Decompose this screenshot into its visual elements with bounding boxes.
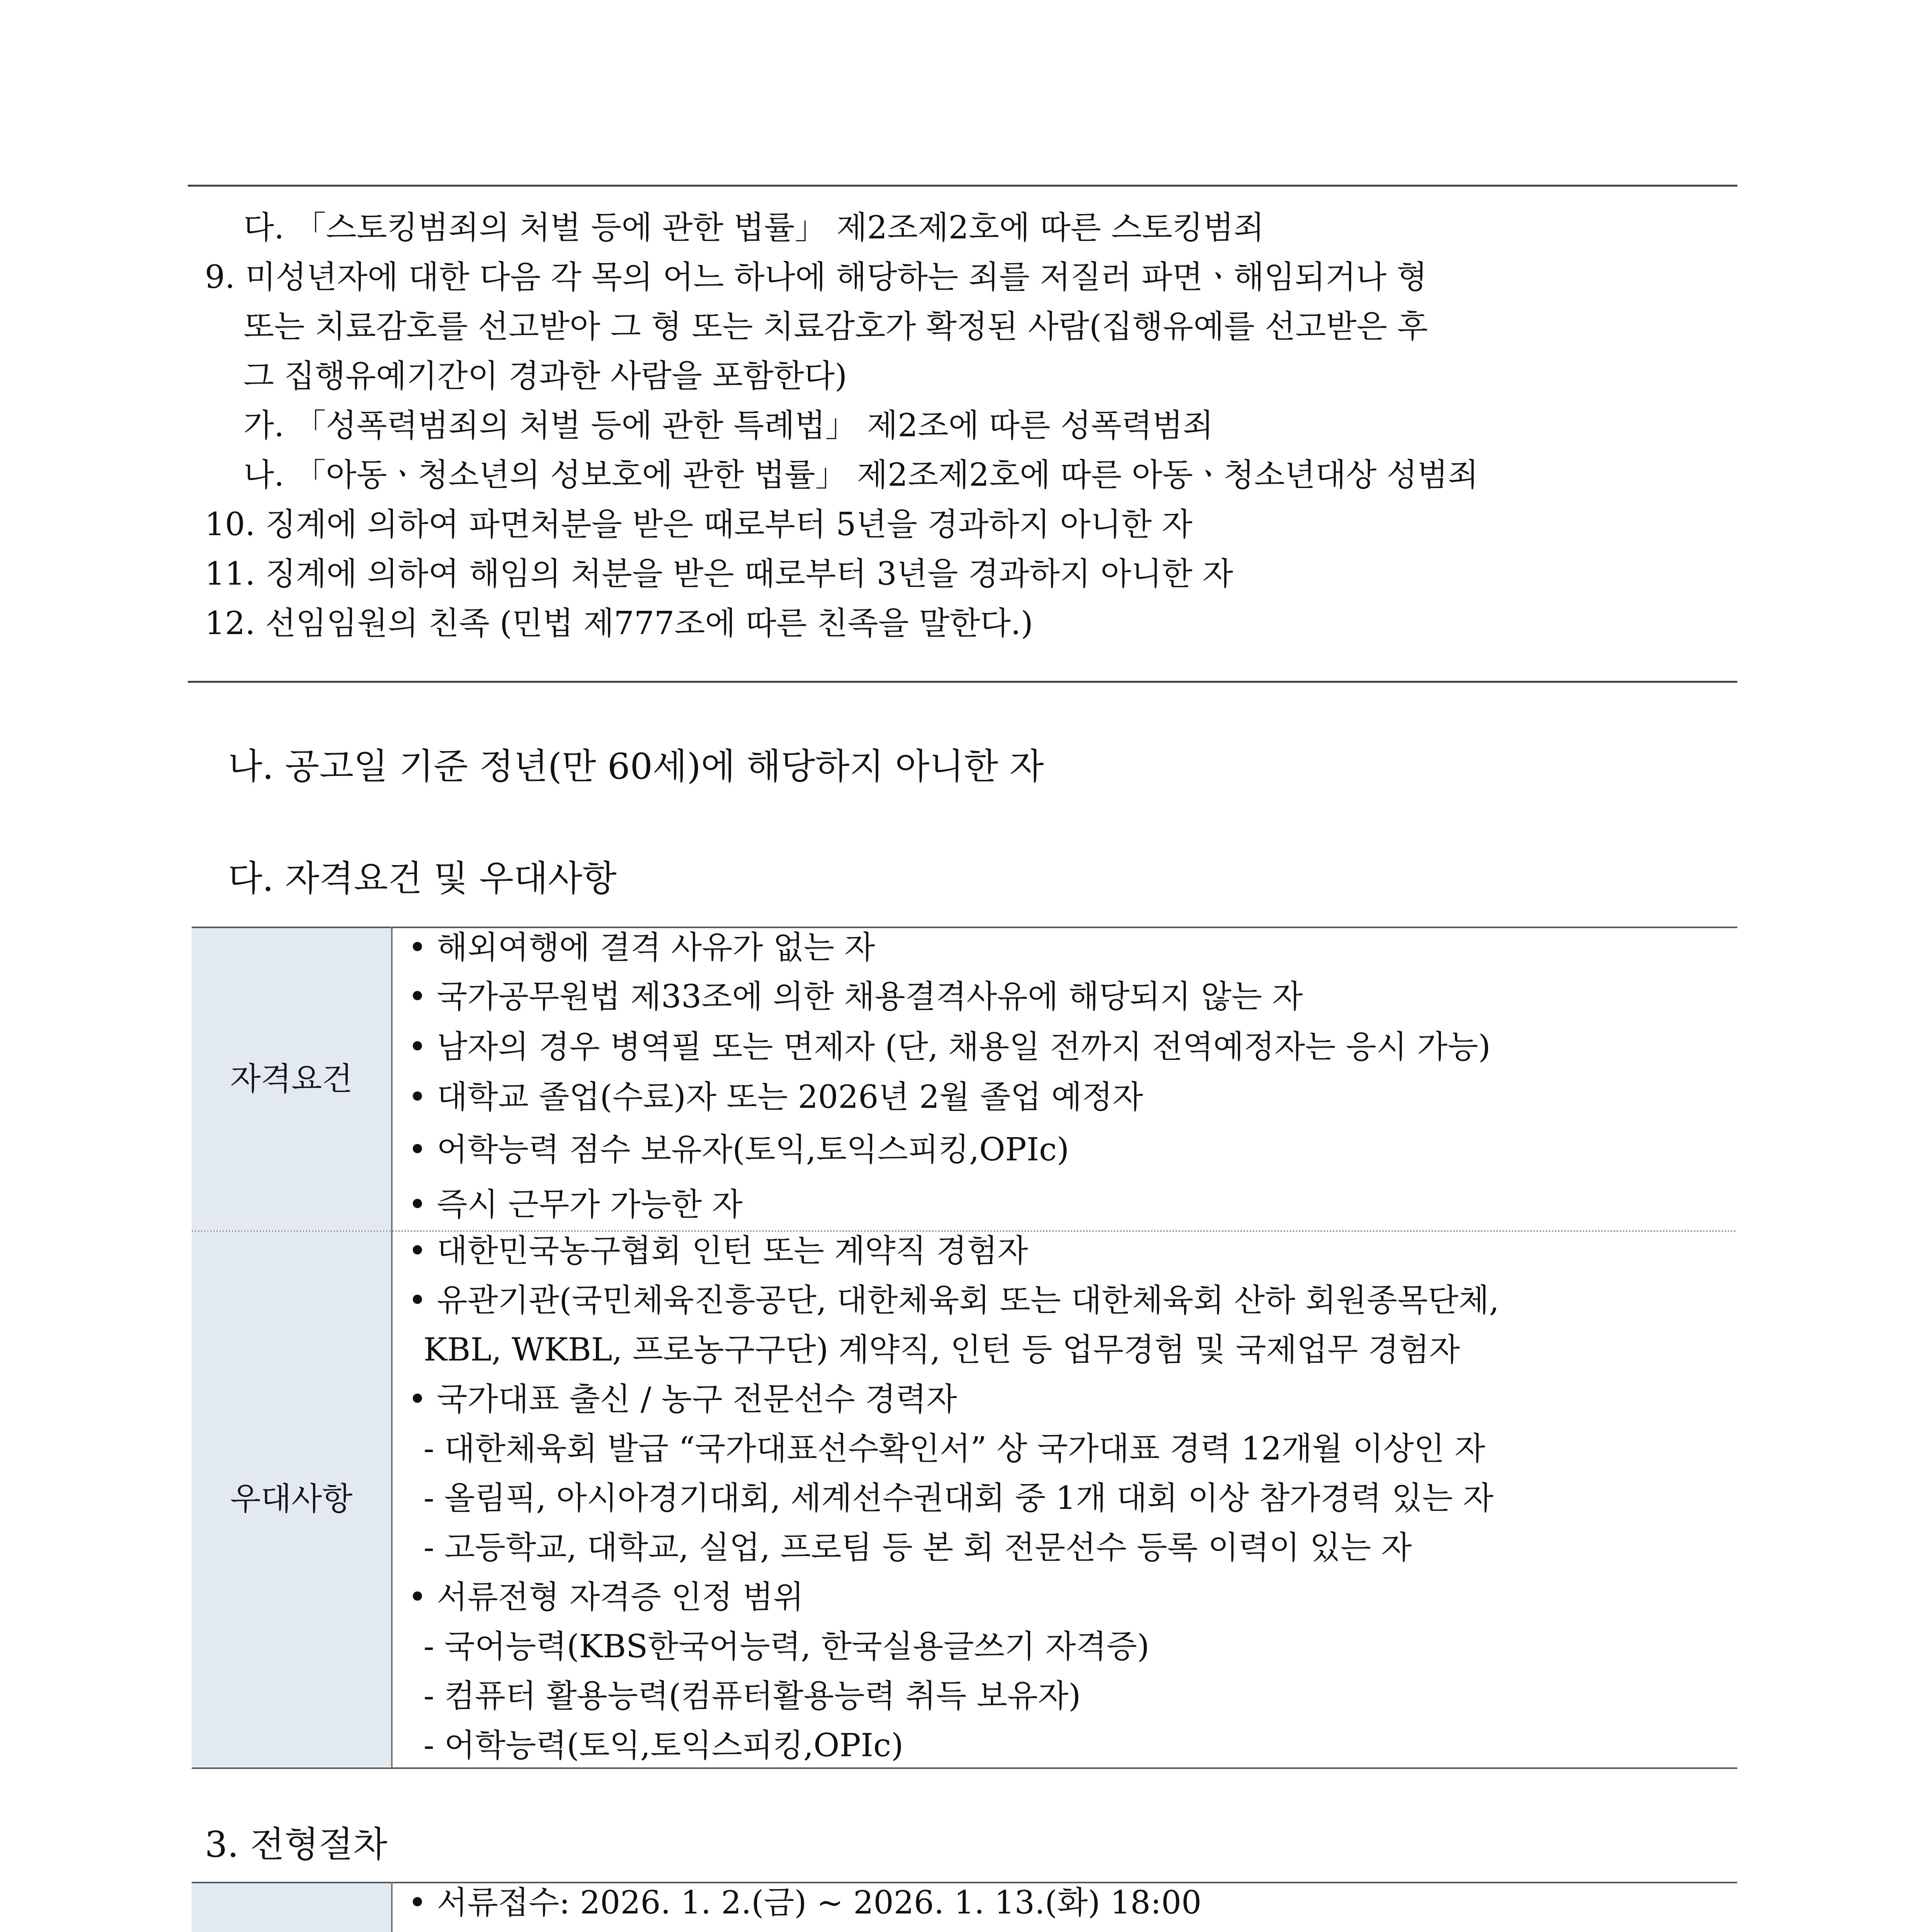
screening-item: • 서류접수: 2026. 1. 2.(금) ~ 2026. 1. 13.(화) 18:00 (408, 1884, 1202, 1921)
requirements-header: 자격요건 (192, 928, 391, 1230)
requirement-item: • 대학교 졸업(수료)자 또는 2026년 2월 졸업 예정자 (408, 1079, 1143, 1116)
list-item: 그 집행유예기간이 경과한 사람을 포함한다) (243, 358, 847, 395)
preference-item: • 국가대표 출신 / 농구 전문선수 경력자 (408, 1381, 957, 1418)
document-screening-header (192, 1883, 391, 1932)
list-item: 9. 미성년자에 대한 다음 각 목의 어느 하나에 해당하는 죄를 저질러 파면ㆍ해임되거나 형 (205, 259, 1427, 296)
top-divider (188, 185, 1737, 187)
section-heading-qualifications: 다. 자격요건 및 우대사항 (228, 858, 617, 899)
preference-item: KBL, WKBL, 프로농구구단) 계약직, 인턴 등 업무경험 및 국제업무 경험자 (424, 1332, 1460, 1368)
preference-item: - 대한체육회 발급 “국가대표선수확인서” 상 국가대표 경력 12개월 이상인 자 (424, 1430, 1485, 1467)
qualification-table (192, 927, 1737, 1769)
requirement-item: • 국가공무원법 제33조에 의한 채용결격사유에 해당되지 않는 자 (408, 978, 1303, 1015)
list-item: 나. 「아동ㆍ청소년의 성보호에 관한 법률」 제2조제2호에 따른 아동ㆍ청소년대상 성범죄 (243, 457, 1479, 493)
list-item: 11. 징계에 의하여 해임의 처분을 받은 때로부터 3년을 경과하지 아니한 자 (205, 556, 1233, 592)
requirement-item: • 어학능력 점수 보유자(토익,토익스피킹,OPIc) (408, 1131, 1069, 1168)
preference-item: - 국어능력(KBS한국어능력, 한국실용글쓰기 자격증) (424, 1628, 1150, 1665)
list-item: 12. 선임임원의 친족 (민법 제777조에 따른 친족을 말한다.) (205, 605, 1033, 642)
preference-item: - 올림픽, 아시아경기대회, 세계선수권대회 중 1개 대회 이상 참가경력 있는 자 (424, 1480, 1494, 1517)
bottom-divider (188, 681, 1737, 683)
procedure-table (192, 1882, 1737, 1932)
preference-item: • 서류전형 자격증 인정 범위 (408, 1579, 804, 1616)
preference-item: • 유관기관(국민체육진흥공단, 대한체육회 또는 대한체육회 산하 회원종목단체, (408, 1282, 1499, 1319)
list-item: 가. 「성폭력범죄의 처벌 등에 관한 특례법」 제2조에 따른 성폭력범죄 (243, 407, 1214, 444)
section-heading-retirement: 나. 공고일 기준 정년(만 60세)에 해당하지 아니한 자 (228, 746, 1044, 787)
requirement-item: • 해외여행에 결격 사유가 없는 자 (408, 929, 875, 966)
section-heading-procedure: 3. 전형절차 (205, 1824, 388, 1865)
preference-item: - 컴퓨터 활용능력(컴퓨터활용능력 취득 보유자) (424, 1678, 1081, 1714)
preference-item: - 고등학교, 대학교, 실업, 프로팀 등 본 회 전문선수 등록 이력이 있는 자 (424, 1529, 1412, 1566)
preference-item: - 어학능력(토익,토익스피킹,OPIc) (424, 1727, 903, 1764)
preference-item: • 대한민국농구협회 인턴 또는 계약직 경험자 (408, 1233, 1028, 1269)
list-item: 10. 징계에 의하여 파면처분을 받은 때로부터 5년을 경과하지 아니한 자 (205, 506, 1192, 543)
list-item: 또는 치료감호를 선고받아 그 형 또는 치료감호가 확정된 사람(집행유예를 선고받은 후 (243, 308, 1428, 345)
list-item: 다. 「스토킹범죄의 처벌 등에 관한 법률」 제2조제2호에 따른 스토킹범죄 (243, 209, 1264, 246)
preferences-header: 우대사항 (192, 1232, 391, 1767)
requirement-item: • 남자의 경우 병역필 또는 면제자 (단, 채용일 전까지 전역예정자는 응시 가능) (408, 1029, 1491, 1065)
requirement-item: • 즉시 근무가 가능한 자 (408, 1186, 743, 1223)
